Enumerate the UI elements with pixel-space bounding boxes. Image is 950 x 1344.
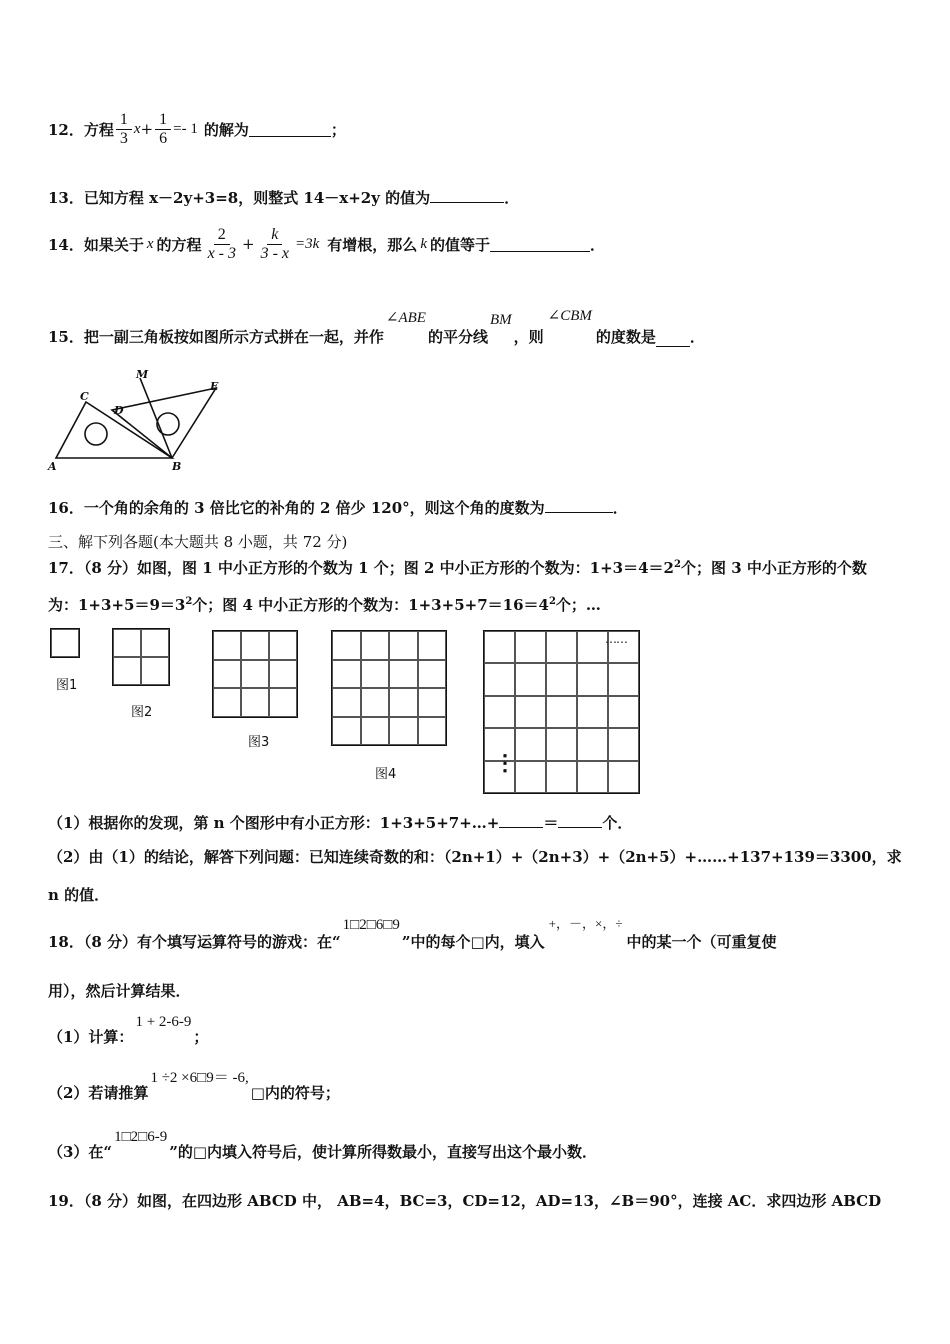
- q18-p3-expression: 1□2□6-9: [114, 1129, 168, 1145]
- q12-answer-blank: [249, 122, 331, 137]
- figure-2-grid: [112, 628, 170, 686]
- figure-4-caption: 图4: [375, 767, 397, 782]
- question-14: 14．如果关于 x 的方程 $\frac{2}{x - 3}$ + $\frac{k}{3 - x}$ =3k 有增根，那么 k 的值等于 ．: [48, 225, 606, 262]
- q17-part-2-line-1: （2）由（1）的结论，解答下列问题：已知连续奇数的和：（2n+1）+（2n+3）+（2n+5）+……+137+139＝3300，求: [48, 848, 902, 866]
- label-b: B: [172, 460, 182, 473]
- figure-n-dots-vertical: ⋮: [494, 750, 516, 776]
- figure-1-grid: [50, 628, 80, 658]
- q18-p1-expression: 1 + 2-6-9: [135, 1014, 192, 1030]
- figure-3-grid: [212, 630, 298, 718]
- question-15: 15．把一副三角板按如图所示方式拼在一起，并作 ∠ABE 的平分线 BM ，则 ∠CBM 的度数是 ．: [48, 308, 705, 346]
- question-13: 13．已知方程 x－2y+3=8，则整式 14－x+2y 的值为 ．: [48, 189, 520, 207]
- q17-line-1: 17．（8 分）如图，图 1 中小正方形的个数为 1 个；图 2 中小正方形的个数为：$1+3=4=2^2$个；图 3 中小正方形的个数: [48, 559, 867, 577]
- q18-line-2: 用），然后计算结果．: [48, 982, 191, 1000]
- q16-answer-blank: [545, 498, 613, 513]
- label-d: D: [114, 404, 124, 417]
- label-e: E: [210, 380, 219, 393]
- figure-4-grid: [331, 630, 447, 746]
- q14-fraction-1: $\frac{2}{x - 3}$: [207, 225, 236, 262]
- q17-blank-2: [558, 813, 602, 828]
- q18-operators: +，－，×，÷: [548, 916, 623, 931]
- q18-part-1: （1）计算： 1 + 2-6-9 ；: [48, 1014, 209, 1046]
- q18-p2-expression: 1 ÷2 ×6□9＝ -6,: [150, 1070, 249, 1086]
- q18-part-2: （2）若请推算 1 ÷2 ×6□9＝ -6, □内的符号；: [48, 1067, 340, 1103]
- q14-answer-blank: [490, 237, 590, 252]
- q18-expression: 1□2□6□9: [342, 917, 400, 933]
- q17-blank-1: [499, 813, 543, 828]
- label-a: A: [48, 460, 57, 473]
- q13-answer-blank: [430, 188, 504, 203]
- q17-part-2-line-2: n 的值．: [48, 886, 110, 904]
- q15-answer-blank: [656, 332, 690, 347]
- figure-1-caption: 图1: [56, 678, 78, 693]
- hole-right: [157, 413, 179, 435]
- question-16: 16．一个角的余角的 3 倍比它的补角的 2 倍少 120°，则这个角的度数为 ．: [48, 499, 628, 517]
- q13-text: 13．已知方程 x－2y+3=8，则整式 14－x+2y 的值为: [48, 189, 431, 207]
- figure-2-caption: 图2: [131, 705, 153, 720]
- triangle-dbe: [112, 388, 216, 458]
- question-12: 12．方程 $\frac{1}{3}$ x + $\frac{1}{6}$ =- 1 的解为 ；: [48, 110, 346, 147]
- figure-n-dots-horizontal: ……: [605, 632, 627, 646]
- q18-part-3: （3）在“ 1□2□6-9 ”的□内填入符号后，使计算所得数最小，直接写出这个最小数．: [48, 1129, 598, 1161]
- question-19: 19．（8 分）如图，在四边形 ABCD 中， AB=4，BC=3，CD=12，AD=13，∠B＝90°，连接 AC．求四边形 ABCD: [48, 1192, 882, 1210]
- hole-left: [85, 423, 107, 445]
- section-3-title: 三、解下列各题(本大题共 8 小题，共 72 分): [48, 533, 348, 551]
- label-c: C: [80, 390, 89, 403]
- q14-fraction-2: $\frac{k}{3 - x}$: [260, 225, 290, 262]
- q12-number: 12．方程: [48, 120, 114, 139]
- q17-line-2: 为：$1+3+5=9=3^2$个；图 4 中小正方形的个数为：$1+3+5+7=16=4^2$个；…: [48, 596, 601, 614]
- label-m: M: [136, 368, 149, 381]
- q17-part-1: （1）根据你的发现，第 n 个图形中有小正方形：1+3+5+7+…+ ＝ 个．: [48, 814, 633, 832]
- q15-triangle-figure: [44, 366, 230, 474]
- q12-fraction-1: $\frac{1}{3}$: [116, 111, 132, 148]
- figure-3-caption: 图3: [248, 735, 270, 750]
- q18-line-1: 18．（8 分）有个填写运算符号的游戏：在“ 1□2□6□9 ”中的每个□内，填入 +，－，×，÷ 中的某一个（可重复使: [48, 916, 777, 952]
- q12-fraction-2: $\frac{1}{6}$: [155, 111, 171, 148]
